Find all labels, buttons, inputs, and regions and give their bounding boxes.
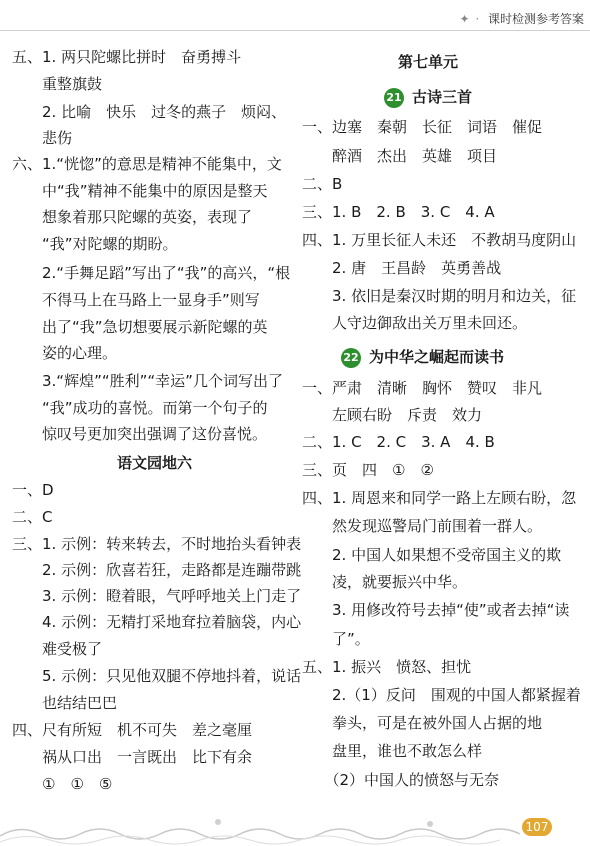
answer-line: 凌，就要振兴中华。: [302, 573, 468, 591]
answer-line: 3. 用修改符号去掉“使”或者去掉“读: [302, 601, 570, 619]
answer-line: 拳头，可是在被外国人占据的地: [302, 714, 543, 732]
answer-line: 一、边塞 秦朝 长征 词语 催促: [302, 118, 543, 136]
answer-line: 了”。: [302, 630, 370, 648]
answer-line: （2）中国人的愤怒与无奈: [302, 771, 500, 789]
answer-line: 人守边御敌出关万里未回还。: [302, 314, 528, 332]
answer-line: ① ① ⑤: [12, 775, 113, 793]
answer-line: 二、B: [302, 175, 343, 193]
answer-line: 祸从口出 一言既出 比下有余: [12, 748, 253, 766]
lesson-number-badge: 21: [384, 88, 404, 108]
lesson-number-badge: 22: [341, 348, 361, 368]
answer-line: 三、1. B 2. B 3. C 4. A: [302, 203, 495, 221]
footer-wave-decoration: [0, 806, 590, 846]
answer-line: 2.（1）反问 围观的中国人都紧握着: [302, 686, 581, 704]
section-title: 语文园地六: [117, 454, 193, 472]
answer-line: 左顾右盼 斥责 效力: [302, 406, 483, 424]
answer-line: 六、1.“恍惚”的意思是精神不能集中，文: [12, 155, 282, 173]
answer-line: 4. 示例：无精打采地耷拉着脑袋，内心: [12, 613, 302, 631]
answer-line: 二、C: [12, 508, 53, 526]
answer-line: 三、页 四 ① ②: [302, 461, 434, 479]
answer-line: 出了“我”急切想要展示新陀螺的英: [12, 318, 268, 336]
answer-line: 重整旗鼓: [12, 75, 103, 93]
lesson-title: 古诗三首: [412, 88, 473, 106]
page-header: [459, 10, 584, 27]
answer-line: 姿的心理。: [12, 344, 118, 362]
answer-line: 想象着那只陀螺的英姿，表现了: [12, 208, 253, 226]
answer-line: 惊叹号更加突出强调了这份喜悦。: [12, 425, 268, 443]
answer-line: 盘里，谁也不敢怎么样: [302, 742, 483, 760]
answer-line: “我”成功的喜悦。而第一个句子的: [12, 399, 268, 417]
answer-line: 2. 唐 王昌龄 英勇善战: [302, 259, 502, 277]
answer-line: “我”对陀螺的期盼。: [12, 235, 178, 253]
answer-line: 也结结巴巴: [12, 694, 118, 712]
answer-line: 五、1. 两只陀螺比拼时 奋勇搏斗: [12, 48, 242, 66]
answer-line: 3. 依旧是秦汉时期的明月和边关，征: [302, 287, 577, 305]
lesson-title: 为中华之崛起而读书: [369, 348, 505, 366]
lesson-heading: [341, 346, 504, 368]
answer-line: 3. 示例：瞪着眼，气呼呼地关上门走了: [12, 587, 302, 605]
header-title: 课时检测参考答案: [487, 12, 584, 26]
answer-line: 醉酒 杰出 英雄 项目: [302, 147, 498, 165]
answer-line: 2. 中国人如果想不受帝国主义的欺: [302, 546, 562, 564]
answer-line: 一、D: [12, 481, 54, 499]
header-deco-icon: ✦ ·: [459, 12, 481, 26]
answer-line: 2.“手舞足蹈”写出了“我”的高兴，“根: [12, 264, 291, 282]
answer-line: 四、1. 万里长征人未还 不教胡马度阴山: [302, 231, 577, 249]
answer-line: 难受极了: [12, 640, 103, 658]
header-divider: [0, 30, 590, 31]
answer-line: 2. 比喻 快乐 过冬的燕子 烦闷、: [12, 103, 287, 121]
answer-line: 2. 示例：欣喜若狂，走路都是连蹦带跳: [12, 561, 302, 579]
answer-line: 二、1. C 2. C 3. A 4. B: [302, 433, 495, 451]
answer-line: 三、1. 示例：转来转去，不时地抬头看钟表: [12, 535, 302, 553]
answer-line: 5. 示例：只见他双腿不停地抖着，说话: [12, 667, 302, 685]
answer-line: 五、1. 振兴 愤怒、担忧: [302, 658, 472, 676]
answer-line: 中“我”精神不能集中的原因是整天: [12, 182, 268, 200]
lesson-heading: [384, 86, 472, 108]
answer-line: 然发现巡警局门前围着一群人。: [302, 517, 543, 535]
answer-line: 3.“辉煌”“胜利”“幸运”几个词写出了: [12, 372, 283, 390]
answer-line: 四、1. 周恩来和同学一路上左顾右盼，忽: [302, 489, 577, 507]
answer-line: 一、严肃 清晰 胸怀 赞叹 非凡: [302, 379, 543, 397]
page-number: 107: [522, 818, 552, 836]
answer-line: 四、尺有所短 机不可失 差之毫厘: [12, 721, 253, 739]
unit-title: 第七单元: [398, 53, 459, 71]
answer-line: 不得马上在马路上一显身手”则写: [12, 291, 260, 309]
answer-line: 悲伤: [12, 129, 73, 147]
